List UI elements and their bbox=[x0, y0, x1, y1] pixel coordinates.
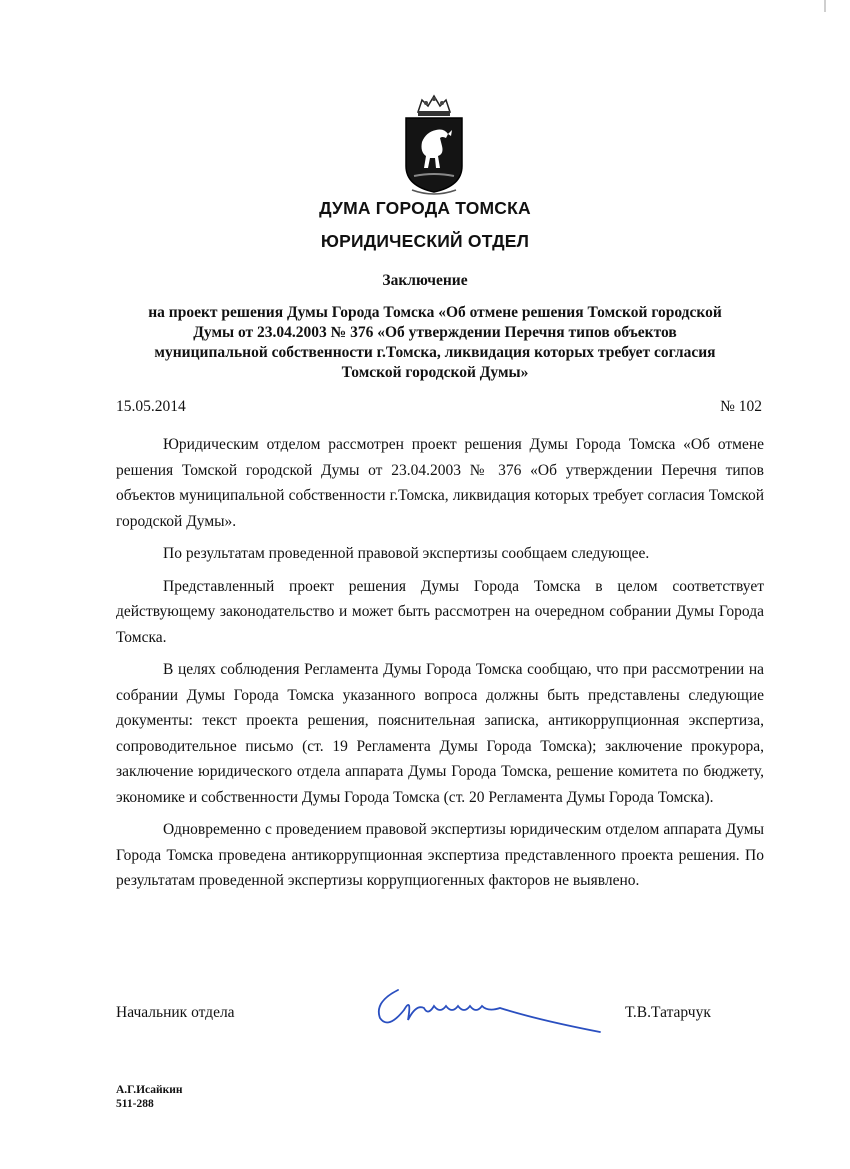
body-paragraph: В целях соблюдения Регламента Думы Города Томска сообщаю, что при рассмотрении на собрании Думы Города Томска указанного вопроса должны быть представлены следующие документы: текст проекта решения, пояснительная записка, антикоррупционная экспертиза, сопроводительное письмо (ст. 19 Регламента Думы Города Томска); заключение прокурора, заключение юридического отдела аппарата Думы Города Томска, решение комитета по бюджету, экономике и собственности Думы Города Томска (ст. 20 Регламента Думы Города Томска). bbox=[116, 661, 764, 806]
department-name: ЮРИДИЧЕСКИЙ ОТДЕЛ bbox=[320, 231, 530, 251]
signatory-name: Т.В.Татарчук bbox=[625, 1004, 711, 1021]
subject-line: муниципальной собственности г.Томска, ликвидация которых требует согласия bbox=[154, 344, 716, 361]
tomsk-coat-of-arms-icon bbox=[402, 94, 466, 196]
subject-line: Томской городской Думы» bbox=[341, 364, 529, 381]
executor-info bbox=[116, 1083, 183, 1111]
document-date: 15.05.2014 bbox=[116, 398, 186, 415]
scan-edge-mark bbox=[824, 0, 826, 12]
document-subject bbox=[110, 303, 760, 383]
document-number: № 102 bbox=[720, 398, 762, 415]
signatory-position: Начальник отдела bbox=[116, 1004, 235, 1021]
body-paragraph: Юридическим отделом рассмотрен проект решения Думы Города Томска «Об отмене решения Томской городской Думы от 23.04.2003 № 376 «Об утверждении Перечня типов объектов муниципальной собственности г.Томска, ликвидация которых требует согласия Томской городской Думы». bbox=[116, 436, 764, 530]
body-paragraph: По результатам проведенной правовой экспертизы сообщаем следующее. bbox=[163, 545, 650, 562]
subject-line: на проект решения Думы Города Томска «Об отмене решения Томской городской bbox=[148, 304, 722, 321]
subject-line: Думы от 23.04.2003 № 376 «Об утверждении Перечня типов объектов bbox=[193, 324, 677, 341]
organization-name: ДУМА ГОРОДА ТОМСКА bbox=[319, 198, 531, 218]
executor-name: А.Г.Исайкин bbox=[116, 1084, 183, 1096]
handwritten-signature bbox=[368, 980, 608, 1040]
document-title: Заключение bbox=[382, 272, 468, 289]
document-body bbox=[116, 432, 764, 901]
body-paragraph: Представленный проект решения Думы Города Томска в целом соответствует действующему законодательство и может быть рассмотрен на очередном собрании Думы Города Томска. bbox=[116, 577, 764, 646]
body-paragraph: Одновременно с проведением правовой экспертизы юридическим отделом аппарата Думы Города Томска проведена антикоррупционная экспертиза представленного проекта решения. По результатам проведенной экспертизы коррупциогенных факторов не выявлено. bbox=[116, 821, 764, 889]
executor-phone: 511-288 bbox=[116, 1098, 154, 1110]
